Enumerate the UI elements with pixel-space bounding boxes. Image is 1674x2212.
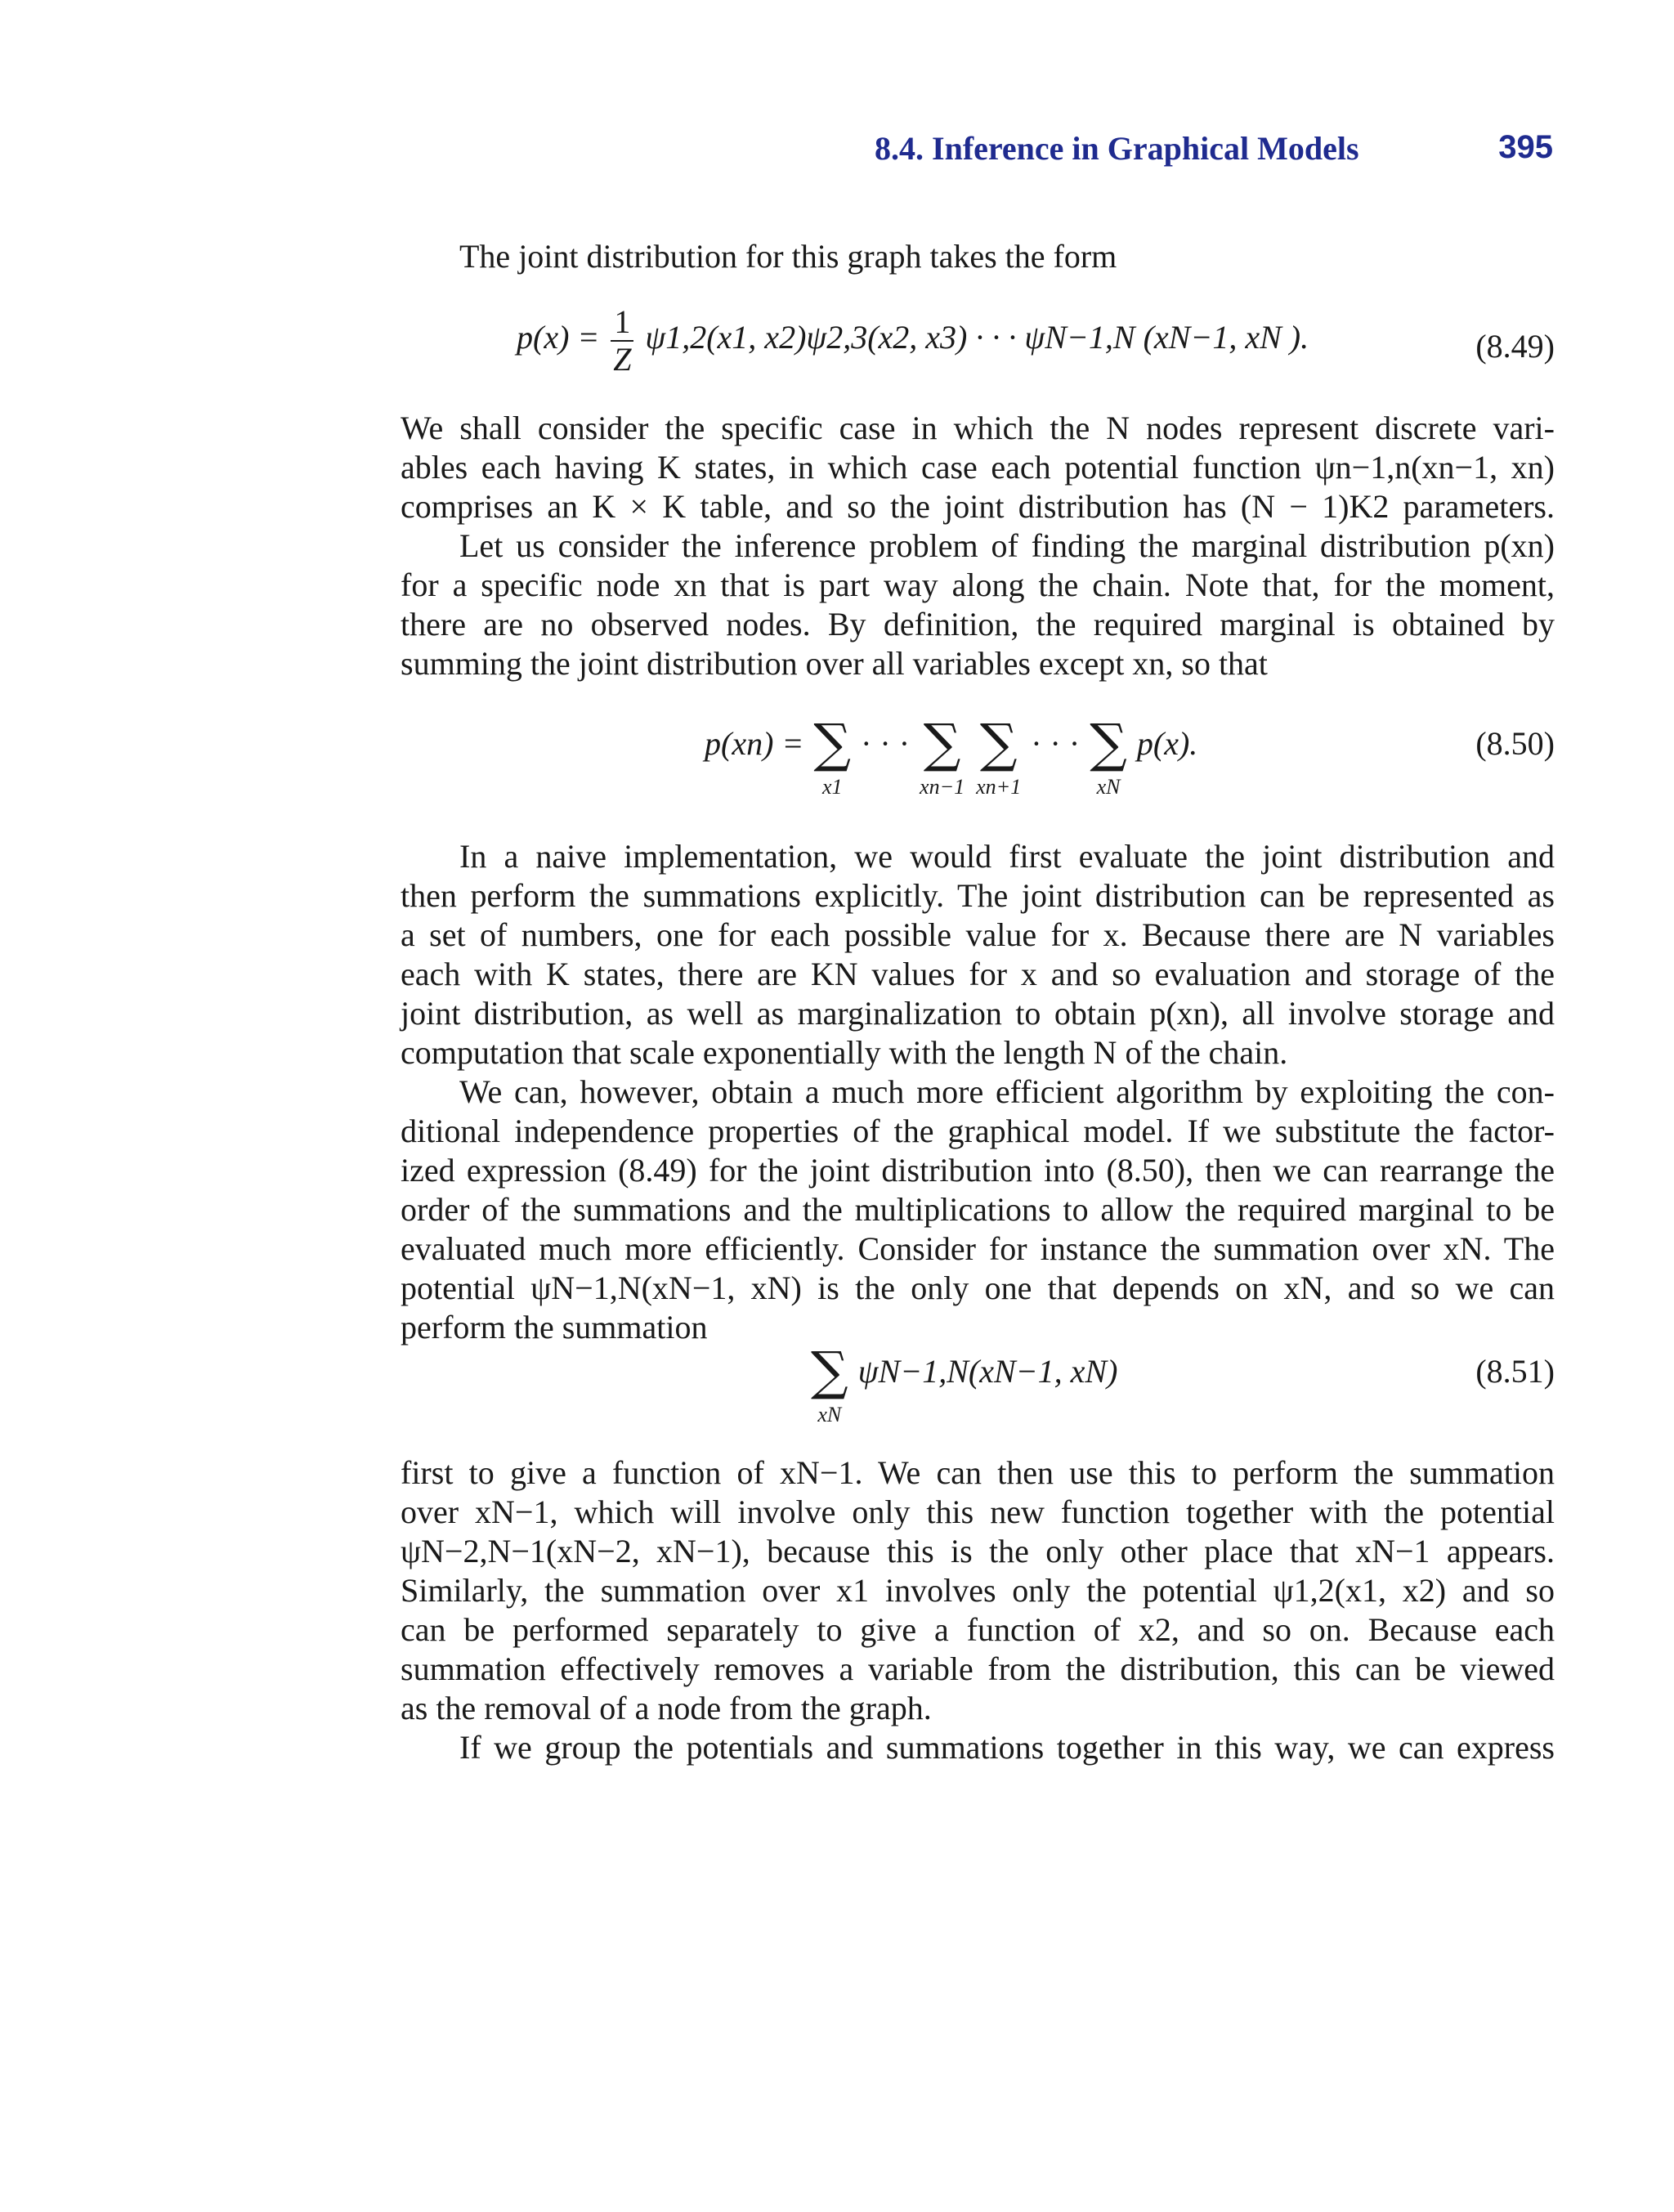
eq849-lhs: p(x) = xyxy=(517,319,600,356)
eq849-fraction xyxy=(611,304,633,378)
para5-line: over xN−1, which will involve only this new function together with the potential xyxy=(401,1493,1555,1530)
section-title: 8.4. Inference in Graphical Models xyxy=(875,130,1359,167)
eq850-dots-2: · · · xyxy=(1031,725,1081,762)
para3-line: computation that scale exponentially with the length N of the chain. xyxy=(401,1034,1288,1071)
para4-line: We can, however, obtain a much more efficient algorithm by exploiting the con- xyxy=(459,1073,1555,1110)
eq850-rhs: p(x). xyxy=(1136,725,1198,762)
paragraph-5 xyxy=(401,1453,1555,1728)
para2-line: summing the joint distribution over all variables except xn, so that xyxy=(401,645,1268,682)
para5-line: Similarly, the summation over x1 involves only the potential ψ1,2(x1, x2) and so xyxy=(401,1572,1555,1609)
eq851-rhs: ψN−1,N(xN−1, xN) xyxy=(857,1353,1118,1390)
para4-line: order of the summations and the multiplications to allow the required marginal to be xyxy=(401,1191,1555,1228)
para4-line: ditional independence properties of the graphical model. If we substitute the factor- xyxy=(401,1113,1555,1149)
para5-line: as the removal of a node from the graph. xyxy=(401,1690,932,1726)
eq851-number: (8.51) xyxy=(1475,1353,1555,1390)
para5-line: can be performed separately to give a function of x2, and so on. Because each xyxy=(401,1611,1555,1648)
paragraph-2 xyxy=(401,526,1555,683)
para6-line: If we group the potentials and summations together in this way, we can express xyxy=(459,1729,1555,1766)
para3-line: In a naive implementation, we would first evaluate the joint distribution and xyxy=(459,838,1555,875)
para1-line: ables each having K states, in which case each potential function ψn−1,n(xn−1, xn) xyxy=(401,449,1555,486)
eq850-number: (8.50) xyxy=(1475,725,1555,762)
para5-line: first to give a function of xN−1. We can then use this to perform the summation xyxy=(401,1454,1555,1491)
equation-8-50 xyxy=(705,714,1198,799)
eq850-sum-2: ∑ xn−1 xyxy=(920,714,965,799)
eq850-lhs: p(xn) = xyxy=(705,725,804,762)
para4-line: ized expression (8.49) for the joint distribution into (8.50), then we can rearrange the xyxy=(401,1152,1555,1189)
eq850-limit: xn−1 xyxy=(920,775,965,799)
para5-line: summation effectively removes a variable from the distribution, this can be viewed xyxy=(401,1650,1555,1687)
intro-sentence xyxy=(459,237,1555,276)
paragraph-1 xyxy=(401,409,1555,526)
eq849-rhs: ψ1,2(x1, x2)ψ2,3(x2, x3) · · · ψN−1,N (xN−1, xN ). xyxy=(645,319,1309,356)
para3-line: a set of numbers, one for each possible value for x. Because there are N variables xyxy=(401,916,1555,953)
para4-line: evaluated much more efficiently. Consider for instance the summation over xN. The xyxy=(401,1230,1555,1267)
eq851-limit: xN xyxy=(817,1403,842,1426)
paragraph-4 xyxy=(401,1072,1555,1347)
para1-line: We shall consider the specific case in which the N nodes represent discrete vari- xyxy=(401,410,1555,446)
running-head xyxy=(866,129,1553,178)
para3-line: joint distribution, as well as marginalization to obtain p(xn), all involve storage and xyxy=(401,995,1555,1032)
para5-line: ψN−2,N−1(xN−2, xN−1), because this is the only other place that xN−1 appears. xyxy=(401,1533,1555,1569)
equation-8-51 xyxy=(809,1341,1118,1427)
para1-line: comprises an K × K table, and so the joint distribution has (N − 1)K2 parameters. xyxy=(401,488,1555,525)
intro-text: The joint distribution for this graph takes the form xyxy=(459,238,1117,275)
paragraph-3 xyxy=(401,837,1555,1072)
eq850-dots: · · · xyxy=(861,725,911,762)
para3-line: then perform the summations explicitly. The joint distribution can be represented as xyxy=(401,877,1555,914)
eq850-sum-4: ∑ xN xyxy=(1090,714,1127,799)
eq850-limit: xn+1 xyxy=(976,775,1022,799)
para4-line: perform the summation xyxy=(401,1309,708,1346)
eq849-numerator: 1 xyxy=(611,304,633,342)
eq850-limit: xN xyxy=(1096,775,1121,799)
equation-8-49 xyxy=(517,304,1309,378)
eq850-limit: x1 xyxy=(821,775,843,799)
page-number: 395 xyxy=(1498,129,1553,165)
eq851-sum: ∑ xN xyxy=(811,1341,848,1426)
eq849-number: (8.49) xyxy=(1475,328,1555,365)
eq850-sum-3: ∑ xn+1 xyxy=(976,714,1022,799)
paragraph-6 xyxy=(401,1728,1555,1767)
eq850-sum-1: ∑ x1 xyxy=(813,714,852,799)
para2-line: for a specific node xn that is part way along the chain. Note that, for the moment, xyxy=(401,566,1555,603)
eq849-denominator: Z xyxy=(613,341,632,378)
para2-line: there are no observed nodes. By definition, the required marginal is obtained by xyxy=(401,606,1555,643)
para3-line: each with K states, there are KN values for x and so evaluation and storage of the xyxy=(401,956,1555,992)
para4-line: potential ψN−1,N(xN−1, xN) is the only one that depends on xN, and so we can xyxy=(401,1269,1555,1306)
para2-line: Let us consider the inference problem of finding the marginal distribution p(xn) xyxy=(459,527,1555,564)
